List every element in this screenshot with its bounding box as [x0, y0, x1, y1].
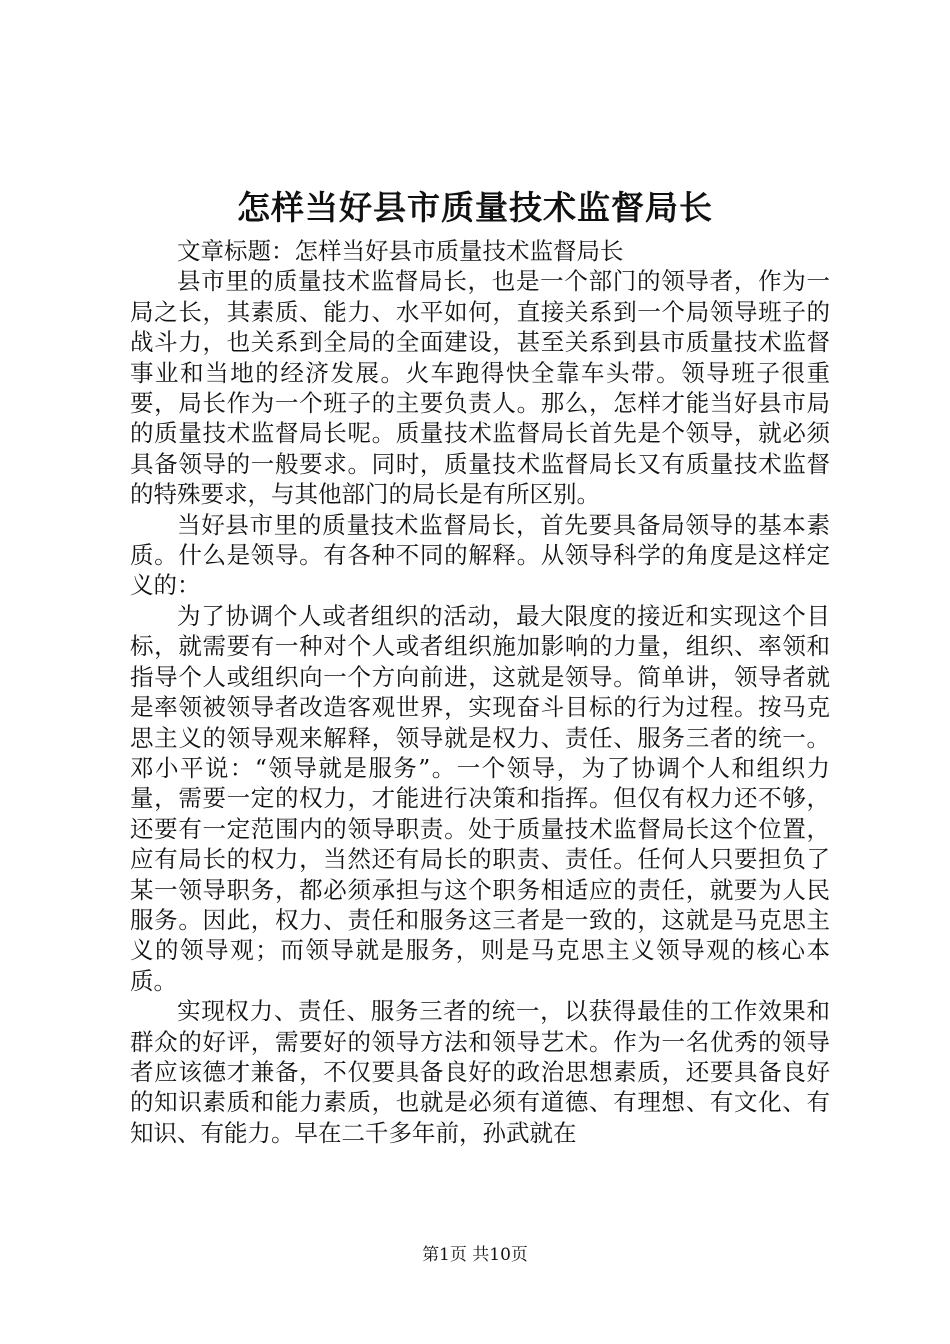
paragraph-4: 实现权力、责任、服务三者的统一，以获得最佳的工作效果和群众的好评，需要好的领导方法和领导艺术。作为一名优秀的领导者应该德才兼备，不仅要具备良好的政治思想素质，还要具备良好的知识素质和能力素质，也就是必须有道德、有理想、有文化、有知识、有能力。早在二千多年前，孙武就在	[130, 997, 830, 1147]
document-body	[130, 236, 830, 1148]
paragraph-3: 为了协调个人或者组织的活动，最大限度的接近和实现这个目标，就需要有一种对个人或者组织施加影响的力量，组织、率领和指导个人或组织向一个方向前进，这就是领导。简单讲，领导者就是率领被领导者改造客观世界，实现奋斗目标的行为过程。按马克思主义的领导观来解释，领导就是权力、责任、服务三者的统一。邓小平说：“领导就是服务”。一个领导，为了协调个人和组织力量，需要一定的权力，才能进行决策和指挥。但仅有权力还不够，还要有一定范围内的领导职责。处于质量技术监督局长这个位置，应有局长的权力，当然还有局长的职责、责任。任何人只要担负了某一领导职务，都必须承担与这个职务相适应的责任，就要为人民服务。因此，权力、责任和服务这三者是一致的，这就是马克思主义的领导观；而领导就是服务，则是马克思主义领导观的核心本质。	[130, 601, 830, 995]
article-title-line: 文章标题：怎样当好县市质量技术监督局长	[177, 237, 624, 265]
page-footer: 第1页 共10页	[422, 1245, 528, 1265]
paragraph-1: 县市里的质量技术监督局长，也是一个部门的领导者，作为一局之长，其素质、能力、水平如何，直接关系到一个局领导班子的战斗力，也关系到全局的全面建设，甚至关系到县市质量技术监督事业和当地的经济发展。火车跑得快全靠车头带。领导班子很重要，局长作为一个班子的主要负责人。那么，怎样才能当好县市局的质量技术监督局长呢。质量技术监督局长首先是个领导，就必须具备领导的一般要求。同时，质量技术监督局长又有质量技术监督的特殊要求，与其他部门的局长是有所区别。	[130, 267, 830, 509]
document-title: 怎样当好县市质量技术监督局长	[237, 188, 713, 227]
paragraph-2: 当好县市里的质量技术监督局长，首先要具备局领导的基本素质。什么是领导。有各种不同的解释。从领导科学的角度是这样定义的：	[130, 510, 830, 600]
